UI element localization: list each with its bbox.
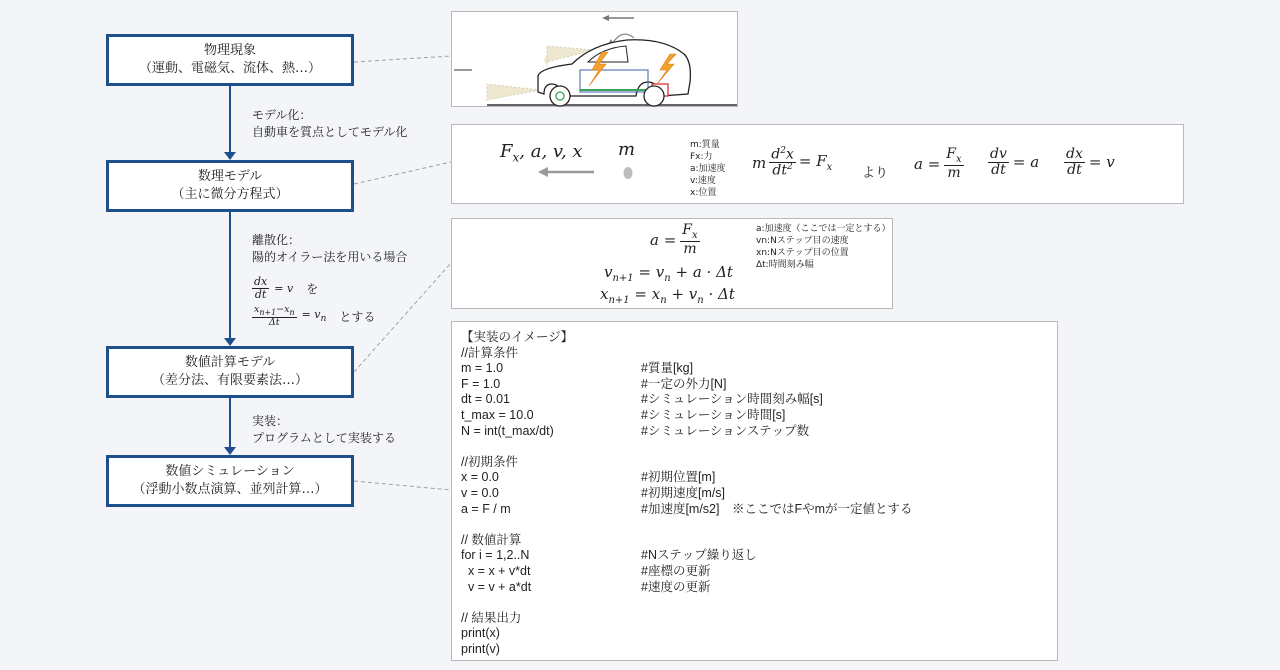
code-line	[461, 517, 913, 533]
legend-item: Fx:力	[690, 152, 713, 162]
flow-title: 物理現象	[203, 43, 256, 58]
code-statement: m = 1.0	[461, 361, 504, 376]
code-statement: t_max = 10.0	[461, 407, 534, 422]
headlight-beam-icon	[487, 84, 540, 100]
legend-item: x:位置	[690, 188, 717, 198]
note-implement	[252, 413, 396, 447]
motion-arrow-head	[602, 15, 609, 21]
code-comment: #質量[kg]	[641, 361, 694, 376]
equation-v-update: $v_{n+1} = v_n + a \cdot \Delta t$	[604, 263, 733, 284]
code-comment: #初期位置[m]	[641, 470, 716, 485]
code-statement: dt = 0.01	[461, 392, 510, 407]
note-heading: 実装：	[252, 414, 289, 428]
text-yori: より	[862, 166, 889, 181]
code-line	[461, 361, 913, 377]
flow-box-physics	[106, 34, 354, 86]
code-statement: 【実装のイメージ】	[461, 330, 574, 344]
code-line	[461, 486, 913, 502]
flow-subtitle: （主に微分方程式）	[171, 187, 289, 202]
discrete-legend	[756, 223, 891, 271]
flow-subtitle: （差分法、有限要素法…）	[151, 373, 308, 388]
legend-item: vn:Nステップ目の速度	[756, 236, 849, 246]
code-statement: // 数値計算	[461, 532, 522, 547]
text-wo: を	[306, 281, 319, 296]
equation-a-discrete: a = $\frac{F_x}{m}$	[650, 222, 698, 258]
code-line	[461, 611, 913, 627]
panel-car-illustration	[451, 11, 738, 107]
code-line	[461, 533, 913, 549]
arrow-head	[224, 152, 236, 160]
note-heading: 離散化：	[252, 233, 301, 247]
code-line	[461, 642, 913, 658]
connector-physics	[354, 56, 451, 62]
code-comment: #シミュレーションステップ数	[641, 423, 810, 438]
force-diagram	[532, 161, 652, 201]
code-statement: F = 1.0	[461, 376, 501, 391]
code-comment: #シミュレーション時間[s]	[641, 407, 786, 422]
flow-subtitle: （運動、電磁気、流体、熱…）	[138, 61, 321, 76]
note-modeling	[252, 107, 407, 141]
flow-title: 数値計算モデル	[184, 355, 276, 370]
code-line	[461, 439, 913, 455]
text-tosuru: とする	[339, 310, 376, 325]
code-comment: #Nステップ繰り返し	[641, 548, 757, 563]
code-comment: #速度の更新	[641, 579, 711, 594]
code-comment: #初期速度[m/s]	[641, 485, 726, 500]
legend-item: Δt:時間刻み幅	[756, 260, 814, 270]
note-body: 陽的オイラー法を用いる場合	[252, 250, 408, 264]
code-line	[461, 626, 913, 642]
code-line	[461, 595, 913, 611]
code-line	[461, 392, 913, 408]
legend-item: m:質量	[690, 140, 720, 150]
formula-derivative: $\frac{dx}{dt}$ = v を	[254, 275, 319, 301]
flow-title: 数理モデル	[197, 169, 263, 184]
code-line	[461, 580, 913, 596]
connector-simulation	[354, 481, 451, 490]
legend-item: a:加速度	[690, 164, 726, 174]
arrow-line	[229, 398, 231, 447]
code-statement: x = x + v*dt	[461, 563, 531, 578]
mass-point-icon	[624, 167, 633, 179]
code-line	[461, 377, 913, 393]
code-line	[461, 330, 913, 346]
model-legend	[690, 139, 726, 199]
car-illustration	[452, 12, 739, 108]
note-body: プログラムとして実装する	[252, 431, 396, 445]
code-listing	[461, 330, 913, 657]
arrow-line	[229, 86, 231, 152]
wheel-rear	[644, 86, 664, 106]
equation-acceleration: a = $\frac{F_x}{m}$	[914, 146, 962, 182]
equation-velocity: $\frac{dv}{dt}$ = a	[990, 146, 1040, 178]
code-statement: x = 0.0	[461, 470, 499, 485]
code-statement: for i = 1,2..N	[461, 548, 530, 563]
code-line	[461, 502, 913, 518]
mass-label: m	[618, 139, 636, 160]
flow-subtitle: （浮動小数点演算、並列計算…）	[132, 482, 328, 497]
code-statement: v = v + a*dt	[461, 579, 532, 594]
code-statement: //計算条件	[461, 345, 518, 360]
code-comment: #加速度[m/s2] ※ここではFやmが一定値とする	[641, 501, 913, 516]
code-line	[461, 455, 913, 471]
equation-newton: m $\frac{d^2x}{dt^2}$ = $F_x$	[752, 146, 833, 179]
code-line	[461, 470, 913, 486]
flow-box-numeric-model	[106, 346, 354, 398]
wheel-front	[550, 86, 570, 106]
code-line	[461, 564, 913, 580]
code-statement: v = 0.0	[461, 485, 499, 500]
code-statement: a = F / m	[461, 501, 511, 516]
legend-item: xn:Nステップ目の位置	[756, 248, 849, 258]
code-statement: // 結果出力	[461, 610, 522, 625]
panel-math-model	[451, 124, 1184, 204]
legend-item: v:速度	[690, 176, 716, 186]
flow-box-simulation	[106, 455, 354, 507]
code-line	[461, 548, 913, 564]
code-line	[461, 424, 913, 440]
flow-box-math-model	[106, 160, 354, 212]
note-heading: モデル化：	[252, 108, 312, 122]
code-statement: //初期条件	[461, 454, 518, 469]
note-discretize	[252, 232, 407, 266]
code-comment: #シミュレーション時間刻み幅[s]	[641, 392, 823, 407]
formula-difference: $\frac{x_{n+1}-x_n}{\Delta t}$ = $v_n$ とする	[254, 304, 376, 329]
arrow-head	[224, 447, 236, 455]
code-comment: #座標の更新	[641, 563, 711, 578]
arrow-line	[229, 212, 231, 338]
code-line	[461, 346, 913, 362]
flow-title: 数値シミュレーション	[165, 464, 295, 479]
code-line	[461, 408, 913, 424]
force-arrow-head	[538, 167, 548, 177]
code-comment: #一定の外力[N]	[641, 376, 727, 391]
vars-label: $F_x$, a, v, x	[500, 141, 583, 165]
arrow-head	[224, 338, 236, 346]
legend-item: a:加速度（ここでは一定とする）	[756, 224, 891, 234]
code-statement: print(v)	[461, 641, 500, 656]
equation-position: $\frac{dx}{dt}$ = v	[1066, 146, 1115, 178]
note-body: 自動車を質点としてモデル化	[252, 125, 408, 139]
code-statement: N = int(t_max/dt)	[461, 423, 554, 438]
connector-math	[354, 162, 451, 184]
code-statement: print(x)	[461, 626, 500, 641]
panel-discrete-model	[451, 218, 893, 309]
equation-x-update: $x_{n+1} = x_n + v_n \cdot \Delta t$	[600, 285, 735, 306]
